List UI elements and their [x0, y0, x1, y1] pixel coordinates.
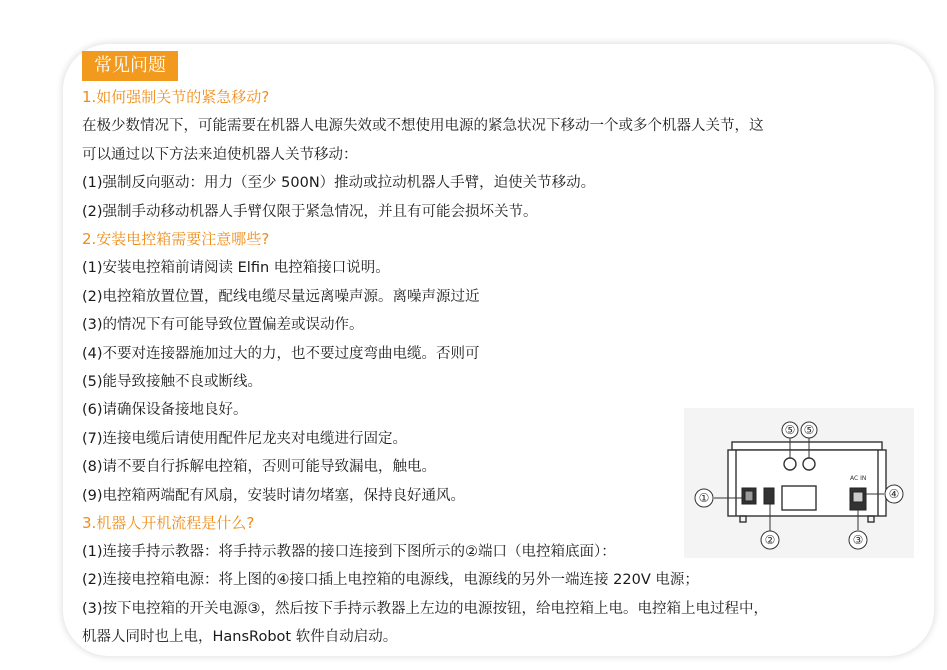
- faq-tag: 常见问题: [82, 51, 178, 81]
- ac-in-label: AC IN: [850, 475, 867, 482]
- question-1-line: (2)强制手动移动机器人手臂仅限于紧急情况，并且有可能会损坏关节。: [82, 204, 538, 220]
- question-3-line: (1)连接手持示教器：将手持示教器的接口连接到下图所示的②端口（电控箱底面）：: [82, 544, 616, 560]
- callout-2: ②: [764, 533, 776, 547]
- power-inlet: [850, 488, 866, 510]
- question-3-line: (3)按下电控箱的开关电源③，然后按下手持示教器上左边的电源按钮，给电控箱上电。电控箱上电过程中，: [82, 601, 769, 617]
- question-2-line: (5)能导致接触不良或断线。: [82, 374, 263, 390]
- callout-4: ④: [888, 487, 900, 501]
- question-3-line: 机器人同时也上电，HansRobot 软件自动启动。: [82, 629, 398, 645]
- question-3-title: 3.机器人开机流程是什么?: [82, 514, 255, 532]
- question-2-line: (6)请确保设备接地良好。: [82, 402, 248, 418]
- question-2-line: (3)的情况下有可能导致位置偏差或误动作。: [82, 317, 364, 333]
- control-box-diagram: [684, 408, 914, 558]
- question-2-line: (8)请不要自行拆解电控箱，否则可能导致漏电，触电。: [82, 459, 437, 475]
- question-1-line: (1)强制反向驱动：用力（至少 500N）推动或拉动机器人手臂，迫使关节移动。: [82, 175, 596, 191]
- question-1-line: 可以通过以下方法来迫使机器人关节移动：: [82, 147, 358, 163]
- question-2-line: (2)电控箱放置位置，配线电缆尽量远离噪声源。离噪声源过近: [82, 289, 480, 305]
- question-3-line: (2)连接电控箱电源：将上图的④接口插上电控箱的电源线，电源线的另外一端连接 220V 电源；: [82, 572, 699, 588]
- question-2-line: (7)连接电缆后请使用配件尼龙夹对电缆进行固定。: [82, 431, 408, 447]
- question-2-line: (1)安装电控箱前请阅读 Elfin 电控箱接口说明。: [82, 260, 390, 276]
- question-2-line: (4)不要对连接器施加过大的力，也不要过度弯曲电缆。否则可: [82, 346, 480, 362]
- callout-1: ①: [698, 491, 710, 505]
- question-2-title: 2.安装电控箱需要注意哪些?: [82, 230, 270, 248]
- question-1-line: 在极少数情况下，可能需要在机器人电源失效或不想使用电源的紧急状况下移动一个或多个机器人关节，这: [82, 118, 764, 134]
- question-1-title: 1.如何强制关节的紧急移动?: [82, 88, 270, 106]
- question-2-line: (9)电控箱两端配有风扇，安装时请勿堵塞，保持良好通风。: [82, 488, 466, 504]
- callout-5a: ⑤: [784, 423, 796, 437]
- callout-3: ③: [852, 533, 864, 547]
- callout-5b: ⑤: [803, 423, 815, 437]
